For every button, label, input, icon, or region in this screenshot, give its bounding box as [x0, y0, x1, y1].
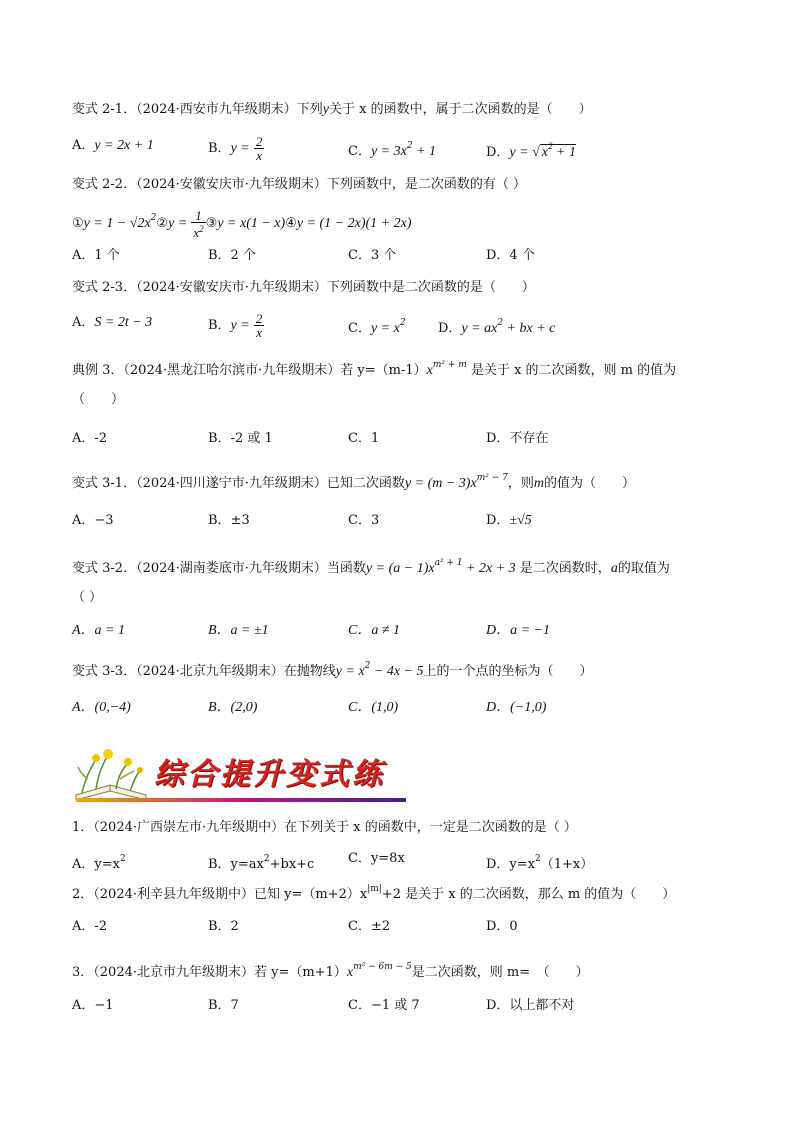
practice-3-option-a[interactable]: A．−1 — [72, 998, 114, 1013]
practice-1-stem: 1．（2024·广西崇左市·九年级期中）在下列关于 x 的函数中，一定是二次函数的是（ ） — [72, 820, 577, 835]
question-2-2-stem: 变式 2-2．（2024·安徽安庆市·九年级期末）下列函数中，是二次函数的有（ ） — [72, 177, 527, 192]
question-2-1-option-c[interactable]: C．$y = 3x^2 + 1$ — [348, 141, 437, 159]
example-3-option-a[interactable]: A．-2 — [72, 431, 108, 446]
practice-2-option-d[interactable]: D．0 — [486, 919, 518, 934]
example-3-option-c[interactable]: C．1 — [348, 431, 380, 446]
question-2-2-functions: ①y = $1 - √2x^2②y$ = $\frac{1}{x^2}$ ③y = x(1 − x)④y = (1 − 2x)(1 + 2x) — [72, 207, 412, 240]
question-3-1-option-a[interactable]: A．−3 — [72, 513, 114, 528]
radicand: $x^2 + 1$ — [541, 141, 576, 160]
practice-2-stem: 2．（2024·利辛县九年级期中）已知 $y=(m+2)x^{|m|}+2$ 是关于 x 的二次函数，那么 m 的值为（ ） — [72, 884, 676, 902]
question-3-2-blank: （ ） — [72, 590, 103, 605]
question-3-1-option-c[interactable]: C．3 — [348, 513, 380, 528]
example-3-option-d[interactable]: D．不存在 — [486, 431, 549, 446]
question-2-3-option-a[interactable]: A．S = 2t − 3 — [72, 315, 153, 330]
question-2-3-stem: 变式 2-3．（2024·安徽安庆市·九年级期末）下列函数中是二次函数的是（ ） — [72, 280, 535, 295]
sqrt-icon: √ — [532, 145, 540, 160]
question-2-1-option-d[interactable]: D．y = √ $x^2 + 1$ — [486, 141, 576, 160]
practice-2-option-b[interactable]: B．2 — [208, 919, 239, 934]
fraction: $\frac{1}{x^2}$ — [193, 207, 204, 240]
question-2-2-option-d[interactable]: D．4 个 — [486, 248, 535, 263]
question-2-1-option-b[interactable]: B．y = $\frac{2}{x}$ — [208, 134, 263, 163]
section-banner — [72, 745, 407, 807]
question-2-3-option-d[interactable]: D．$y = ax^2$ + bx + c — [438, 318, 556, 336]
practice-3-option-b[interactable]: B．7 — [208, 998, 239, 1013]
banner-underline — [76, 798, 406, 802]
fraction: $\frac{2}{x}$ — [255, 134, 263, 163]
question-2-2-option-c[interactable]: C．3 个 — [348, 248, 397, 263]
practice-1-option-d[interactable]: D．$y=x^2(1+x)$ — [486, 854, 594, 872]
question-2-2-option-a[interactable]: A．1 个 — [72, 248, 120, 263]
question-3-3-stem: 变式 3-3．（2024·北京九年级期末）在抛物线$y = x^2 - 4x - 5$上的一个点的坐标为（ ） — [72, 661, 593, 679]
practice-2-option-c[interactable]: C．±2 — [348, 919, 391, 934]
question-3-2-stem: 变式 3-2．（2024·湖南娄底市·九年级期末）当函数$y = (a - 1)x^{a^2 + 1} + 2x + 3$ 是二次函数时，a的取值为 — [72, 558, 670, 576]
question-3-2-option-a[interactable]: A．a = 1 — [72, 623, 125, 638]
practice-2-option-a[interactable]: A．-2 — [72, 919, 108, 934]
fraction: $\frac{2}{x}$ — [255, 311, 263, 340]
question-2-1-option-a[interactable]: A．y = 2x + 1 — [72, 138, 154, 153]
practice-1-option-a[interactable]: A．$y=x^2$ — [72, 854, 126, 872]
question-3-3-option-c[interactable]: C．(1,0) — [348, 700, 399, 715]
practice-3-option-c[interactable]: C．−1 或 7 — [348, 998, 420, 1013]
question-3-1-stem: 变式 3-1．（2024·四川遂宁市·九年级期末）已知二次函数$y = (m - 3)x^{m^2 - 7}$，则m的值为（ ） — [72, 473, 635, 491]
question-3-2-option-b[interactable]: B．a = ±1 — [208, 623, 269, 638]
section-title: 综合提升变式练 — [154, 757, 385, 792]
practice-1-option-c[interactable]: C．y=8x — [348, 851, 405, 866]
question-2-3-option-b[interactable]: B．y = $\frac{2}{x}$ — [208, 311, 263, 340]
example-3-option-b[interactable]: B．-2 或 1 — [208, 431, 273, 446]
question-2-3-option-c[interactable]: C．$y = x^2$ — [348, 318, 406, 336]
practice-3-option-d[interactable]: D．以上都不对 — [486, 998, 575, 1013]
example-3-stem: 典例 3．（2024·黑龙江哈尔滨市·九年级期末）若 $y=(m-1)x^{m^2 + m}$ 是关于 x 的二次函数，则 m 的值为 — [72, 360, 677, 378]
question-2-2-option-b[interactable]: B．2 个 — [208, 248, 256, 263]
book-flower-icon — [72, 745, 152, 803]
practice-1-option-b[interactable]: B．$y=ax^2+bx+c$ — [208, 854, 315, 872]
question-3-3-option-d[interactable]: D．(−1,0) — [486, 700, 547, 715]
practice-3-stem: 3．（2024·北京市九年级期末）若 $y=(m+1)x^{m^2 - 6m - 5}$是二次函数，则 m= （ ） — [72, 962, 589, 980]
question-3-3-option-a[interactable]: A．(0,−4) — [72, 700, 131, 715]
question-3-3-option-b[interactable]: B．(2,0) — [208, 700, 258, 715]
question-3-2-option-c[interactable]: C．a ≠ 1 — [348, 623, 401, 638]
example-3-blank: （ ） — [72, 392, 125, 407]
question-3-1-option-b[interactable]: B．±3 — [208, 513, 250, 528]
question-3-1-option-d[interactable]: D．±√5 — [486, 513, 532, 528]
question-3-2-option-d[interactable]: D．a = −1 — [486, 623, 551, 638]
question-2-1-stem: 变式 2-1．（2024·西安市九年级期末）下列y关于 x 的函数中，属于二次函数的是（ ） — [72, 102, 592, 117]
